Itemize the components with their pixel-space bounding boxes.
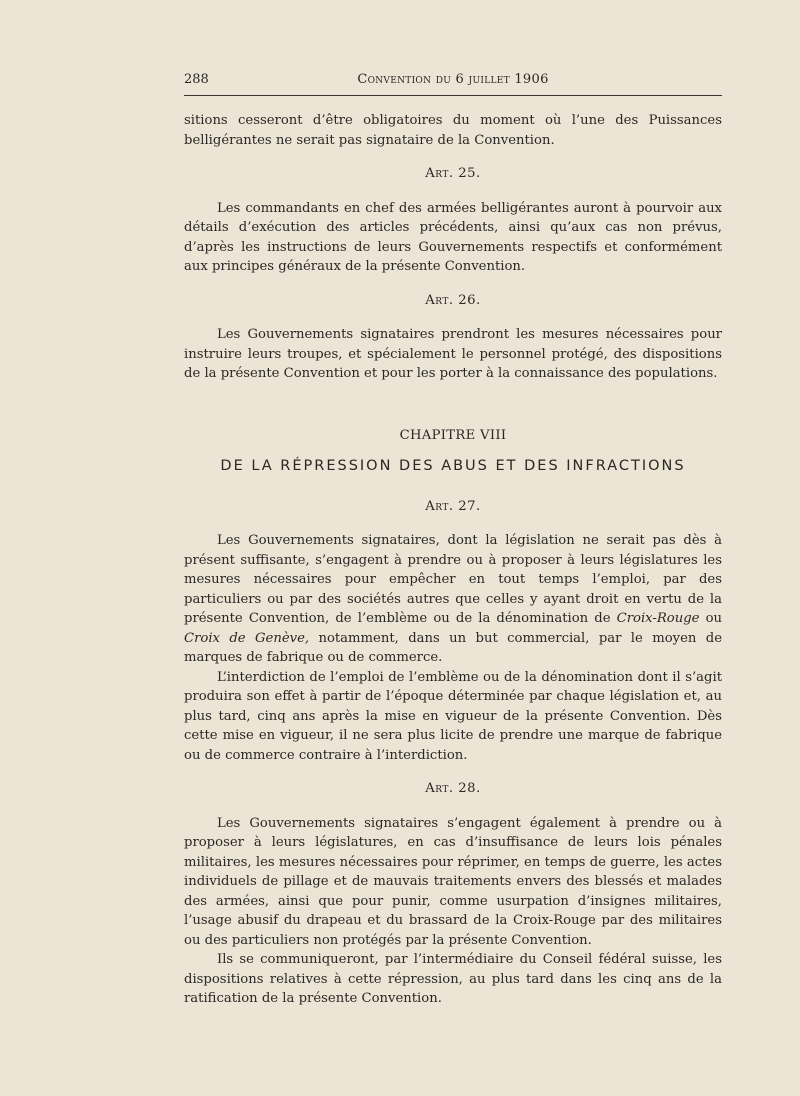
article-27-text-b: ou xyxy=(699,611,723,626)
document-body xyxy=(184,111,722,1009)
article-27-text-a: Les Gouvernements signataires, dont la législation ne serait pas dès à présent suffisante, s’engagent à prendre ou à proposer à leurs législatures les mesures nécessaires pour empêcher en tout temps l’emploi, par des particuliers ou par des sociétés autres que celles y ayant droit en vertu de la présente Convention, de l’emblème ou de la dénomination de xyxy=(184,533,722,626)
article-28-paragraph-2: Ils se communiqueront, par l’intermédiaire du Conseil fédéral suisse, les dispositions relatives à cette répression, au plus tard dans les cinq ans de la ratification de la présente Convention. xyxy=(184,952,722,1006)
article-25-paragraph: Les commandants en chef des armées belligérantes auront à pourvoir aux détails d’exécution des articles précédents, ainsi qu’aux cas non prévus, d’après les instructions de leurs Gouvernements respectifs et conformément aux principes généraux de la présente Convention. xyxy=(184,200,722,274)
page-number: 288 xyxy=(184,72,209,87)
chapter-title: DE LA RÉPRESSION DES ABUS ET DES INFRACTIONS xyxy=(220,458,686,474)
article-26-heading: Art. 26. xyxy=(425,292,481,308)
article-28-paragraph-1: Les Gouvernements signataires s’engagent également à prendre ou à proposer à leurs législatures, en cas d’insuffisance de leurs lois pénales militaires, les mesures nécessaires pour réprimer, en temps de guerre, les actes individuels de pillage et de mauvais traitements envers des blessés et malades des armées, ainsi que pour punir, comme usurpation d’insignes militaires, l’usage abusif du drapeau et du brassard de la Croix-Rouge par des militaires ou des particuliers non protégés par la présente Convention. xyxy=(184,815,722,948)
article-28-heading: Art. 28. xyxy=(425,781,481,796)
running-title: Convention du 6 juillet 1906 xyxy=(357,72,549,87)
article-25-heading: Art. 25. xyxy=(425,166,481,181)
emphasis-croix-rouge: Croix-Rouge xyxy=(616,611,700,626)
article-27-paragraph-1 xyxy=(184,531,722,668)
continued-paragraph: sitions cesseront d’être obligatoires du moment où l’une des Puissances belligérantes ne serait pas signataire de la Convention. xyxy=(184,113,722,148)
article-26-paragraph: Les Gouvernements signataires prendront les mesures nécessaires pour instruire leurs troupes, et spécialement le personnel protégé, des dispositions de la présente Convention et pour les porter à la connaissance des populations. xyxy=(184,327,722,381)
header-rule xyxy=(184,95,722,96)
article-27-text-c: notamment, dans un but commercial, par le moyen de marques de fabrique ou de commerce. xyxy=(184,630,723,665)
page-header xyxy=(184,72,722,92)
article-27-paragraph-2: L’interdiction de l’emploi de l’emblème ou de la dénomination dont il s’agit produira son effet à partir de l’époque déterminée par chaque législation et, au plus tard, cinq ans après la mise en vigueur de la présente Convention. Dès cette mise en vigueur, il ne sera plus licite de prendre une marque de fabrique ou de commerce contraire à l’interdiction. xyxy=(184,669,722,763)
article-27-heading: Art. 27. xyxy=(425,498,481,514)
emphasis-croix-de-geneve: Croix de Genève, xyxy=(184,630,310,646)
chapter-label: CHAPITRE VIII xyxy=(399,427,507,443)
